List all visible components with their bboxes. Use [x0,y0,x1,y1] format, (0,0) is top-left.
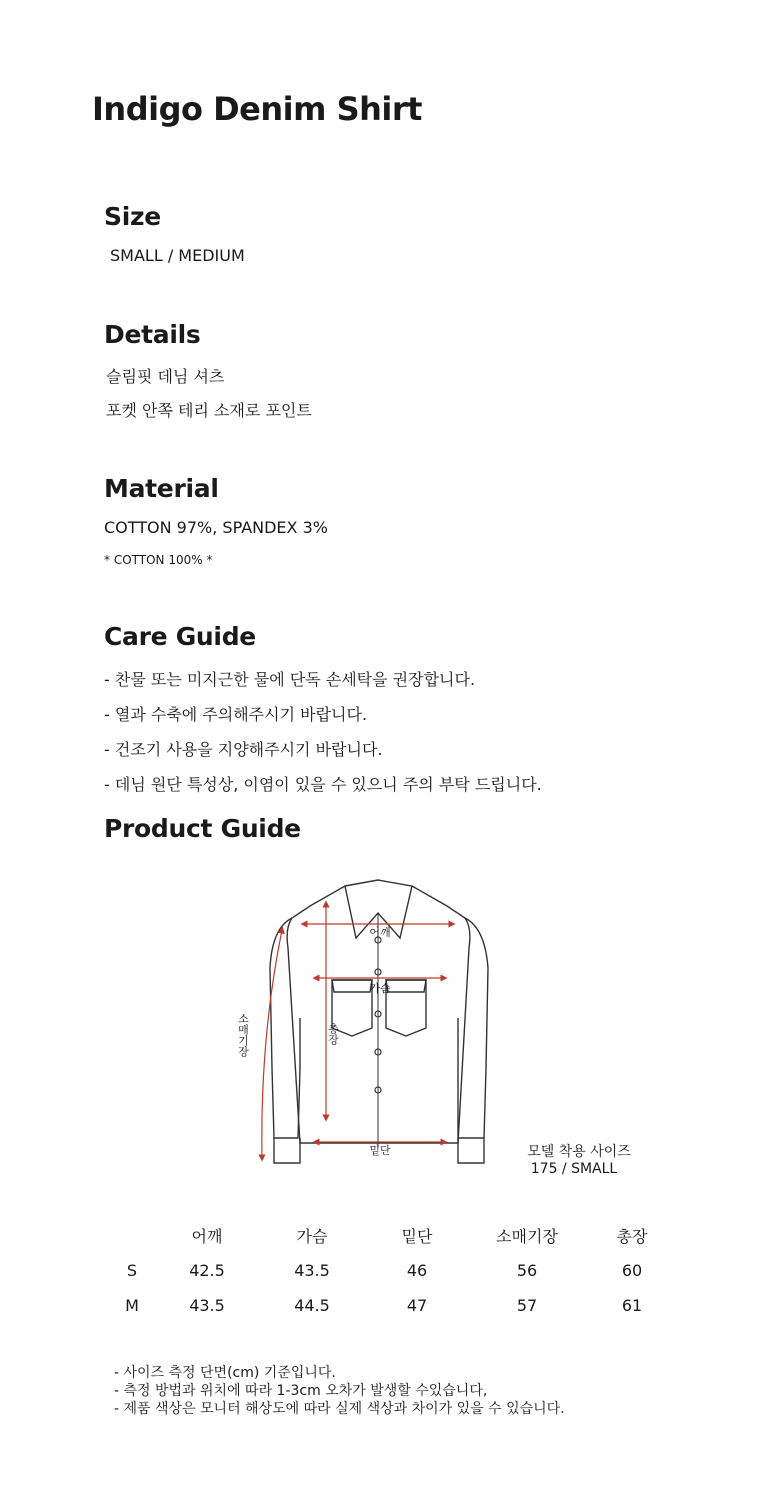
care-guide-list [104,667,664,807]
shoulder-label: 어깨 [369,926,391,939]
hem-label: 밑단 [369,1144,391,1157]
table-header-cell: 가슴 [296,1227,328,1246]
table-cell: 61 [621,1296,643,1315]
table-header-cell: 어깨 [191,1227,223,1246]
table-cell: 42.5 [189,1261,225,1280]
table-cell: 60 [621,1261,643,1280]
sleeve-label: 소매기장 [236,1013,250,1057]
care-line: - 찬물 또는 미지근한 물에 단독 손세탁을 권장합니다. [104,670,476,689]
chest-label: 가슴 [369,982,391,995]
size-notes [114,1362,674,1422]
model-size-label: 모델 착용 사이즈 [527,1144,631,1160]
table-cell: 44.5 [294,1296,330,1315]
material-value: COTTON 97%, SPANDEX 3% [104,518,328,537]
table-cell: 56 [516,1261,538,1280]
table-header-cell: 총장 [616,1227,648,1246]
size-value: SMALL / MEDIUM [110,246,245,265]
model-size-value: 175 / SMALL [530,1161,618,1177]
table-cell: 57 [516,1296,538,1315]
measurement-arrows [262,904,452,1158]
details-line: 슬림핏 데님 셔츠 [106,367,225,386]
note-line: - 사이즈 측정 단면(cm) 기준입니다. [114,1365,336,1381]
care-line: - 열과 수축에 주의해주시기 바랍니다. [104,705,368,724]
table-cell: 43.5 [294,1261,330,1280]
details-list [106,364,506,424]
details-line: 포켓 안쪽 테리 소재로 포인트 [106,401,312,420]
table-header-row [112,1218,682,1253]
product-title: Indigo Denim Shirt [92,90,422,128]
details-heading: Details [104,320,201,349]
shirt-outline [270,880,488,1163]
care-line: - 건조기 사용을 지양해주시기 바랍니다. [104,740,383,759]
product-guide-heading: Product Guide [104,814,301,843]
note-line: - 측정 방법과 위치에 따라 1-3cm 오차가 발생할 수있습니다, [114,1383,488,1399]
table-cell: 43.5 [189,1296,225,1315]
material-note: * COTTON 100% * [104,553,213,567]
size-table [112,1218,682,1323]
care-line: - 데님 원단 특성상, 이염이 있을 수 있으니 주의 부탁 드립니다. [104,775,542,794]
shirt-measurement-diagram [220,868,520,1168]
table-row [112,1253,682,1288]
size-heading: Size [104,202,161,231]
table-row [112,1288,682,1323]
note-line: - 제품 색상은 모니터 해상도에 따라 실제 색상과 차이가 있을 수 있습니다. [114,1401,565,1417]
table-cell: M [125,1296,139,1315]
length-label: 총장 [326,1023,340,1045]
table-header-cell [112,1218,152,1253]
care-guide-heading: Care Guide [104,622,256,651]
table-header-cell: 밑단 [401,1227,433,1246]
material-heading: Material [104,474,219,503]
table-cell: 47 [406,1296,428,1315]
table-header-cell: 소매기장 [496,1227,558,1246]
table-cell: 46 [406,1261,428,1280]
table-cell: S [126,1261,138,1280]
